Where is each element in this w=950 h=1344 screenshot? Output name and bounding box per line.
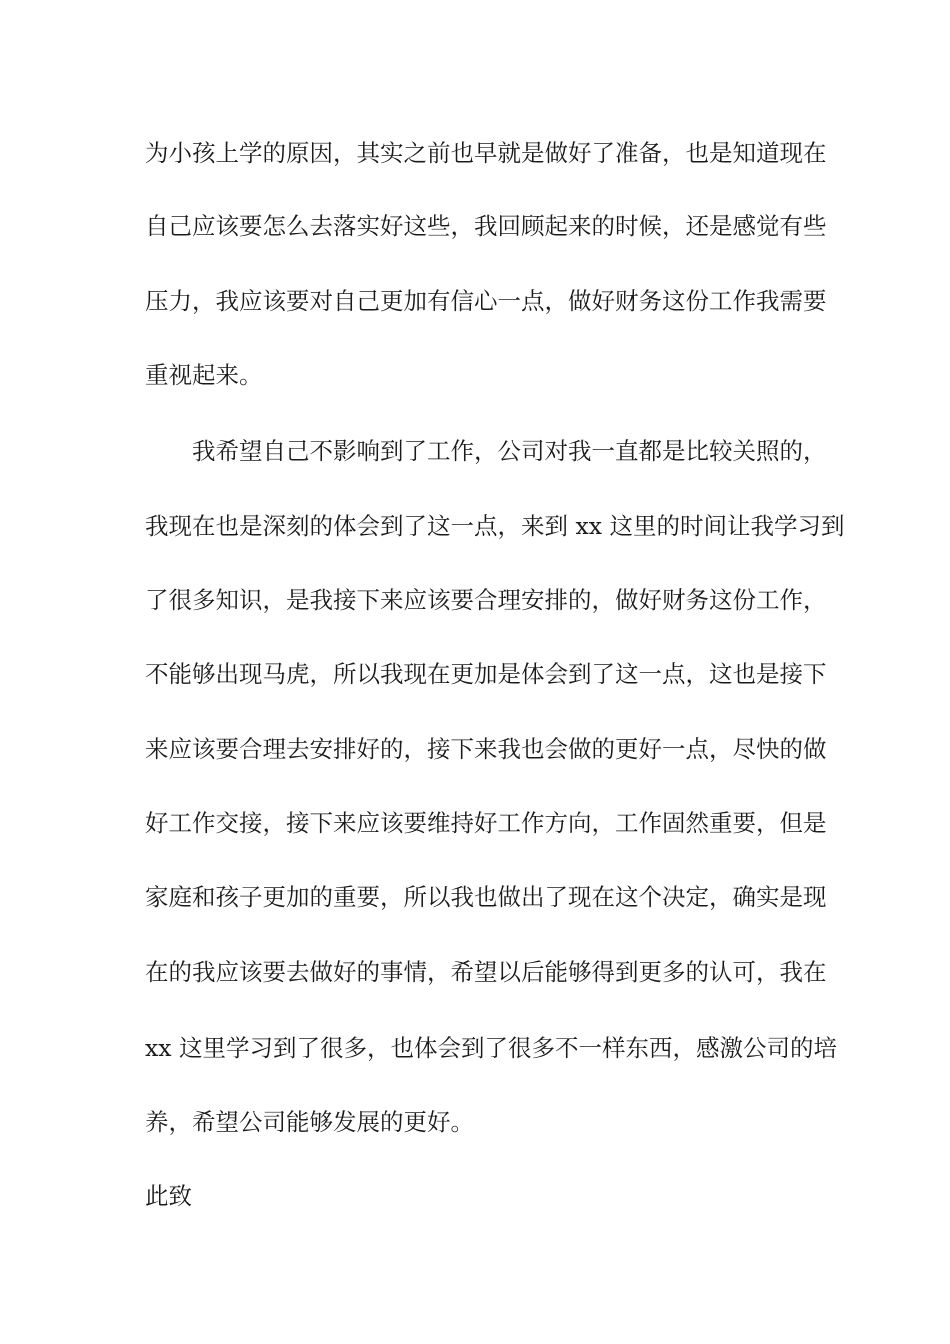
text-line: xx 这里学习到了很多，也体会到了很多不一样东西，感激公司的培 (145, 1034, 837, 1062)
text-line: 压力，我应该要对自己更加有信心一点，做好财务这份工作我需要 (145, 287, 827, 315)
text-line: 来应该要合理去安排好的，接下来我也会做的更好一点，尽快的做 (145, 735, 827, 763)
text-line: 不能够出现马虎，所以我现在更加是体会到了这一点，这也是接下 (145, 660, 827, 688)
text-line: 家庭和孩子更加的重要，所以我也做出了现在这个决定，确实是现 (145, 883, 827, 911)
text-line: 养，希望公司能够发展的更好。 (145, 1108, 474, 1136)
text-line: 自己应该要怎么去落实好这些，我回顾起来的时候，还是感觉有些 (145, 212, 827, 240)
text-line: 我现在也是深刻的体会到了这一点，来到 xx 这里的时间让我学习到 (145, 512, 845, 540)
text-line: 了很多知识，是我接下来应该要合理安排的，做好财务这份工作， (145, 586, 827, 614)
text-line: 重视起来。 (145, 361, 263, 389)
text-line: 好工作交接，接下来应该要维持好工作方向，工作固然重要，但是 (145, 809, 827, 837)
text-line: 我希望自己不影响到了工作，公司对我一直都是比较关照的， (192, 437, 827, 465)
text-line: 在的我应该要去做好的事情，希望以后能够得到更多的认可，我在 (145, 958, 827, 986)
text-line: 为小孩上学的原因，其实之前也早就是做好了准备，也是知道现在 (145, 139, 827, 167)
closing-salutation: 此致 (145, 1182, 192, 1210)
